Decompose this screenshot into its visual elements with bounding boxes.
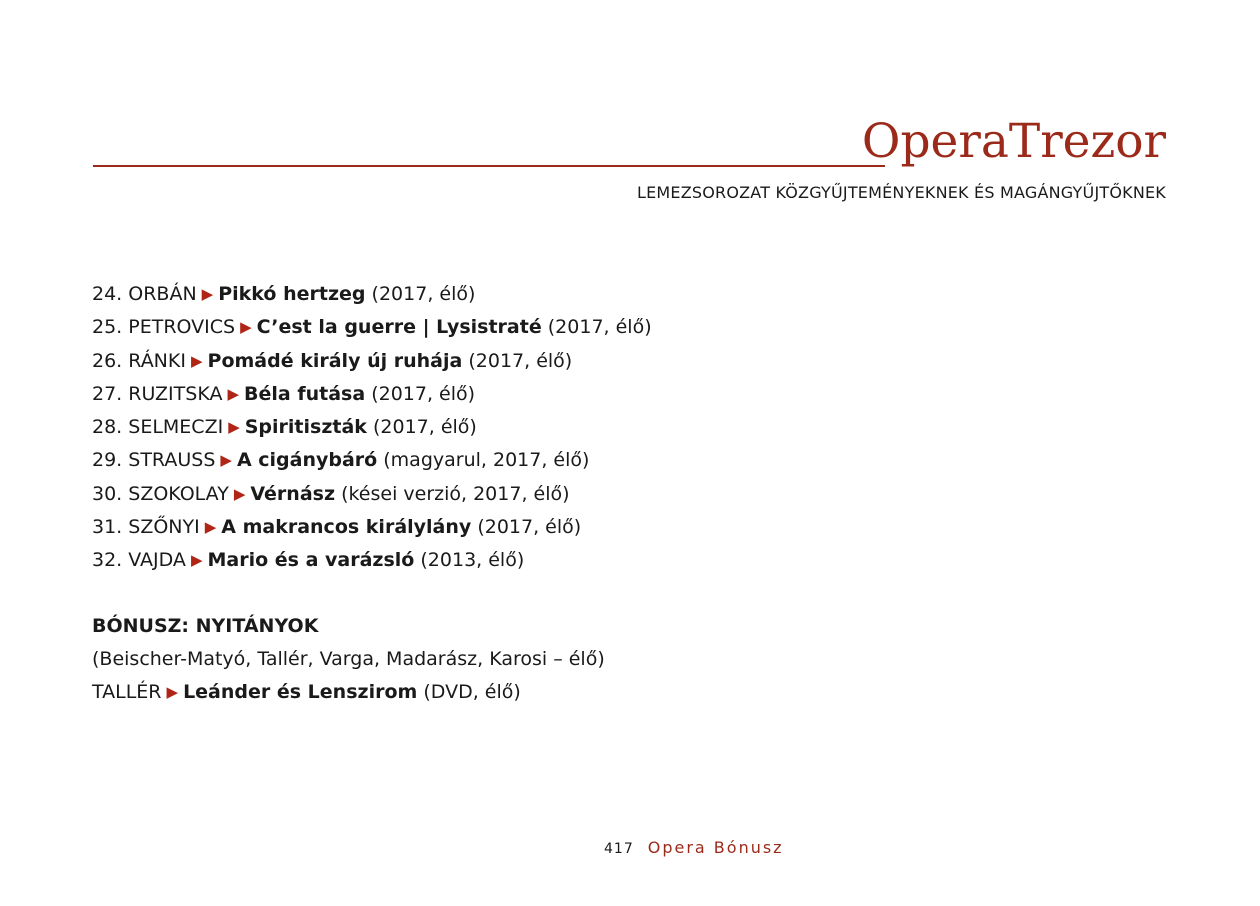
header-rule (93, 165, 885, 167)
track-prefix: TALLÉR (92, 681, 162, 703)
track-prefix: 30. SZOKOLAY (92, 482, 229, 505)
track-work: Mario és a varázsló (207, 549, 415, 572)
list-item (92, 278, 652, 311)
track-prefix: 28. SELMECZI (92, 416, 224, 439)
triangle-right-icon: ▶ (201, 285, 214, 303)
track-work: C’est la guerre | Lysistraté (256, 316, 542, 339)
track-prefix: 31. SZŐNYI (92, 516, 200, 539)
bonus-overtures-line: (Beischer-Matyó, Tallér, Varga, Madarász, Karosi – élő) (92, 648, 605, 670)
bonus-section (92, 610, 605, 709)
track-work: Pomádé király új ruhája (207, 349, 463, 372)
track-details: (DVD, élő) (423, 681, 521, 703)
track-work: Béla futása (244, 382, 366, 405)
list-item (92, 511, 652, 544)
triangle-right-icon: ▶ (228, 418, 240, 437)
triangle-right-icon: ▶ (190, 551, 203, 570)
track-work: Pikkó hertzeg (218, 283, 366, 305)
track-prefix: 27. RUZITSKA (92, 382, 223, 405)
track-details: (2017, élő) (468, 349, 573, 372)
track-work: Vérnász (250, 482, 336, 505)
list-item (92, 411, 652, 444)
brand-title: OperaTrezor (861, 114, 1166, 169)
track-prefix: 32. VAJDA (92, 549, 186, 572)
track-details: (magyarul, 2017, élő) (383, 449, 590, 472)
track-details: (2017, élő) (371, 283, 476, 305)
triangle-right-icon: ▶ (204, 518, 217, 537)
track-prefix: 25. PETROVICS (92, 316, 236, 339)
track-work: A makrancos királylány (221, 516, 472, 539)
track-prefix: 26. RÁNKI (92, 349, 186, 372)
triangle-right-icon: ▶ (190, 351, 203, 370)
page-footer (604, 838, 784, 857)
list-item (92, 478, 652, 511)
track-work: A cigánybáró (236, 449, 378, 472)
triangle-right-icon: ▶ (220, 451, 232, 470)
track-details: (2017, élő) (372, 416, 477, 439)
section-name: Opera Bónusz (647, 838, 784, 857)
list-item (92, 345, 652, 378)
brand-subtitle: LEMEZSOROZAT KÖZGYŰJTEMÉNYEKNEK ÉS MAGÁNGYŰJTŐKNEK (636, 183, 1166, 202)
track-details: (kései verzió, 2017, élő) (341, 482, 570, 505)
track-work: Leánder és Lenszirom (183, 681, 418, 703)
track-details: (2013, élő) (420, 549, 525, 572)
track-work: Spiritiszták (244, 416, 367, 439)
track-list (92, 278, 652, 578)
bonus-heading: BÓNUSZ: NYITÁNYOK (92, 615, 319, 637)
list-item (92, 311, 652, 344)
list-item (92, 544, 652, 577)
page-number: 417 (604, 841, 634, 857)
track-prefix: 24. ORBÁN (92, 283, 197, 305)
triangle-right-icon: ▶ (240, 318, 252, 337)
triangle-right-icon: ▶ (233, 484, 246, 503)
list-item (92, 378, 652, 411)
bonus-extra-item (92, 676, 605, 709)
list-item (92, 444, 652, 477)
triangle-right-icon: ▶ (166, 683, 179, 701)
track-prefix: 29. STRAUSS (92, 449, 216, 472)
track-details: (2017, élő) (547, 316, 652, 339)
track-details: (2017, élő) (371, 382, 476, 405)
track-details: (2017, élő) (477, 516, 582, 539)
triangle-right-icon: ▶ (227, 384, 239, 403)
